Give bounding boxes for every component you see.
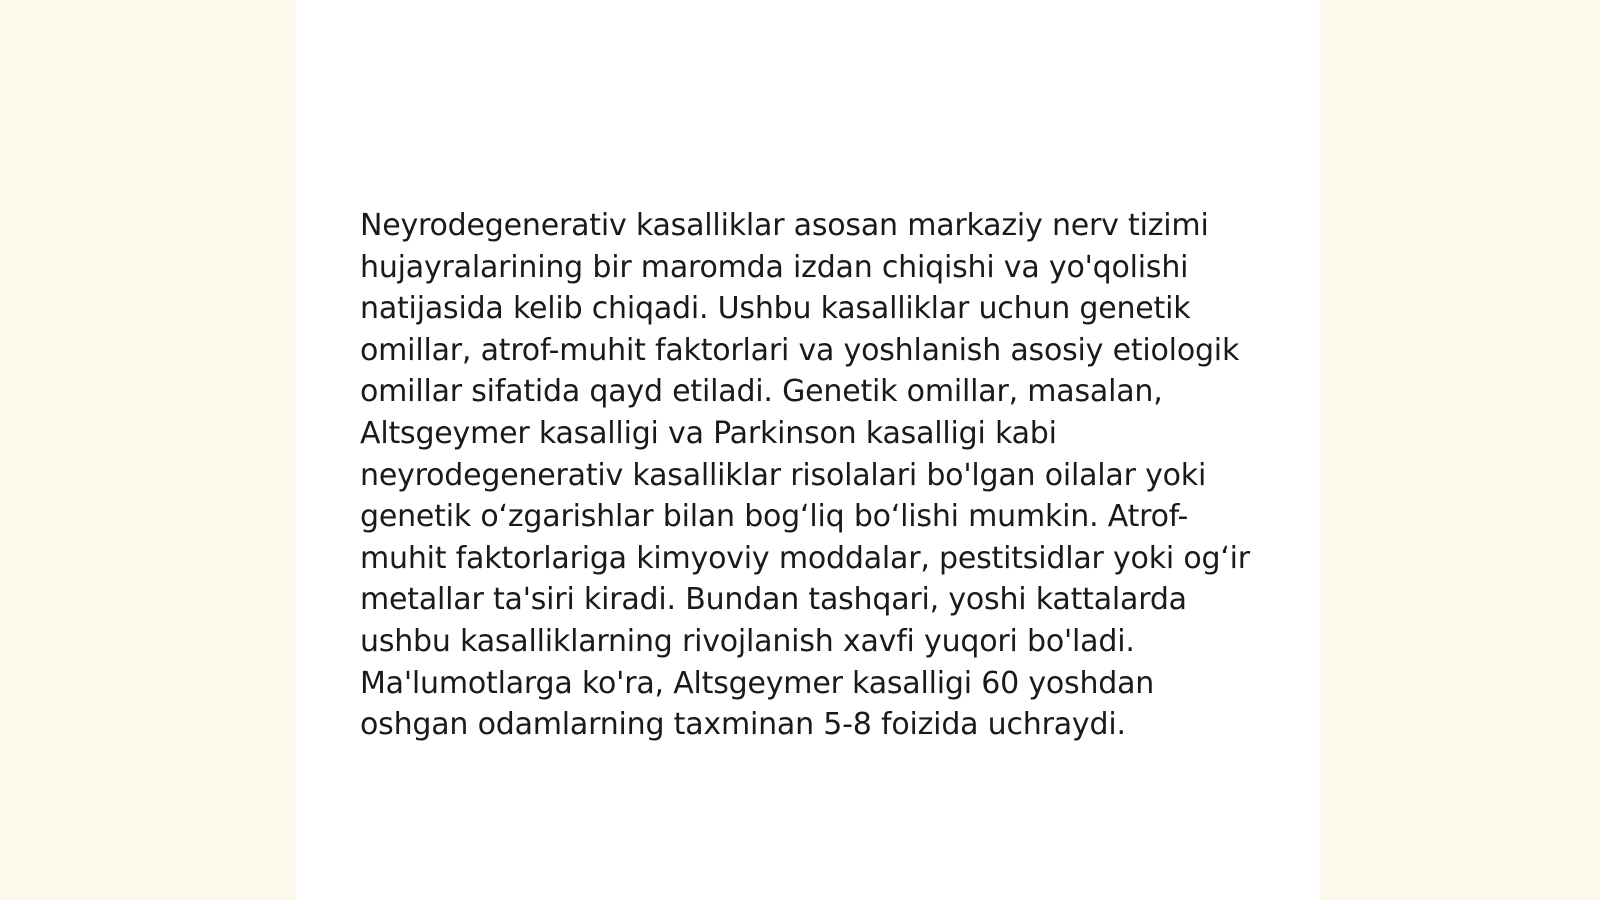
body-paragraph: Neyrodegenerativ kasalliklar asosan markaziy nerv tizimi hujayralarining bir maromda izdan chiqishi va yo'qolishi natijasida kelib chiqadi. Ushbu kasalliklar uchun genetik omillar, atrof-muhit faktorlari va yoshlanish asosiy etiologik omillar sifatida qayd etiladi. Genetik omillar, masalan, Altsgeymer kasalligi va Parkinson kasalligi kabi neyrodegenerativ kasalliklar risolalari bo'lgan oilalar yoki genetik oʻzgarishlar bilan bogʻliq boʻlishi mumkin. Atrof-muhit faktorlariga kimyoviy moddalar, pestitsidlar yoki ogʻir metallar ta'siri kiradi. Bundan tashqari, yoshi kattalarda ushbu kasalliklarning rivojlanish xavfi yuqori bo'ladi. Ma'lumotlarga ko'ra, Altsgeymer kasalligi 60 yoshdan oshgan odamlarning taxminan 5-8 foizida uchraydi. [360,208,1250,743]
document-page [296,0,1320,900]
